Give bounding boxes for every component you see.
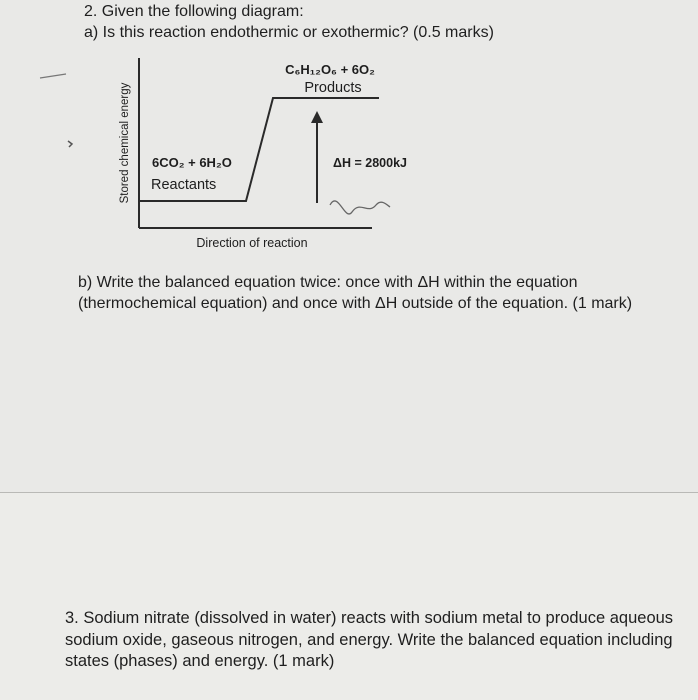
x-axis-label: Direction of reaction: [196, 236, 308, 250]
products-formula: C₆H₁₂O₆ + 6O₂: [285, 62, 375, 77]
section-divider: [0, 492, 698, 493]
reactants-formula: 6CO₂ + 6H₂O: [152, 155, 232, 170]
pencil-squiggle: [330, 201, 390, 214]
y-axis-label: Stored chemical energy: [119, 82, 131, 204]
question-2b-prompt-line-1: b) Write the balanced equation twice: once with ΔH within the equation: [78, 274, 578, 291]
stray-mark: [68, 141, 72, 147]
question-2b-prompt-line-2: (thermochemical equation) and once with ΔH outside of the equation. (1 mark): [78, 295, 633, 312]
question-3-line-1: 3. Sodium nitrate (dissolved in water) reacts with sodium metal to produce aqueous: [65, 609, 674, 627]
reactants-label: Reactants: [151, 177, 217, 193]
question-3-line-2: sodium oxide, gaseous nitrogen, and energy. Write the balanced equation including: [65, 631, 673, 649]
stray-mark: [40, 74, 66, 78]
question-2-title: 2. Given the following diagram:: [84, 3, 304, 20]
delta-h-arrowhead: [311, 111, 323, 123]
products-label: Products: [304, 80, 362, 96]
energy-diagram: [0, 0, 698, 260]
question-2a-prompt: a) Is this reaction endothermic or exothermic? (0.5 marks): [84, 24, 494, 41]
delta-h-label: ΔH = 2800kJ: [333, 156, 407, 170]
question-3-line-3: states (phases) and energy. (1 mark): [65, 652, 335, 670]
